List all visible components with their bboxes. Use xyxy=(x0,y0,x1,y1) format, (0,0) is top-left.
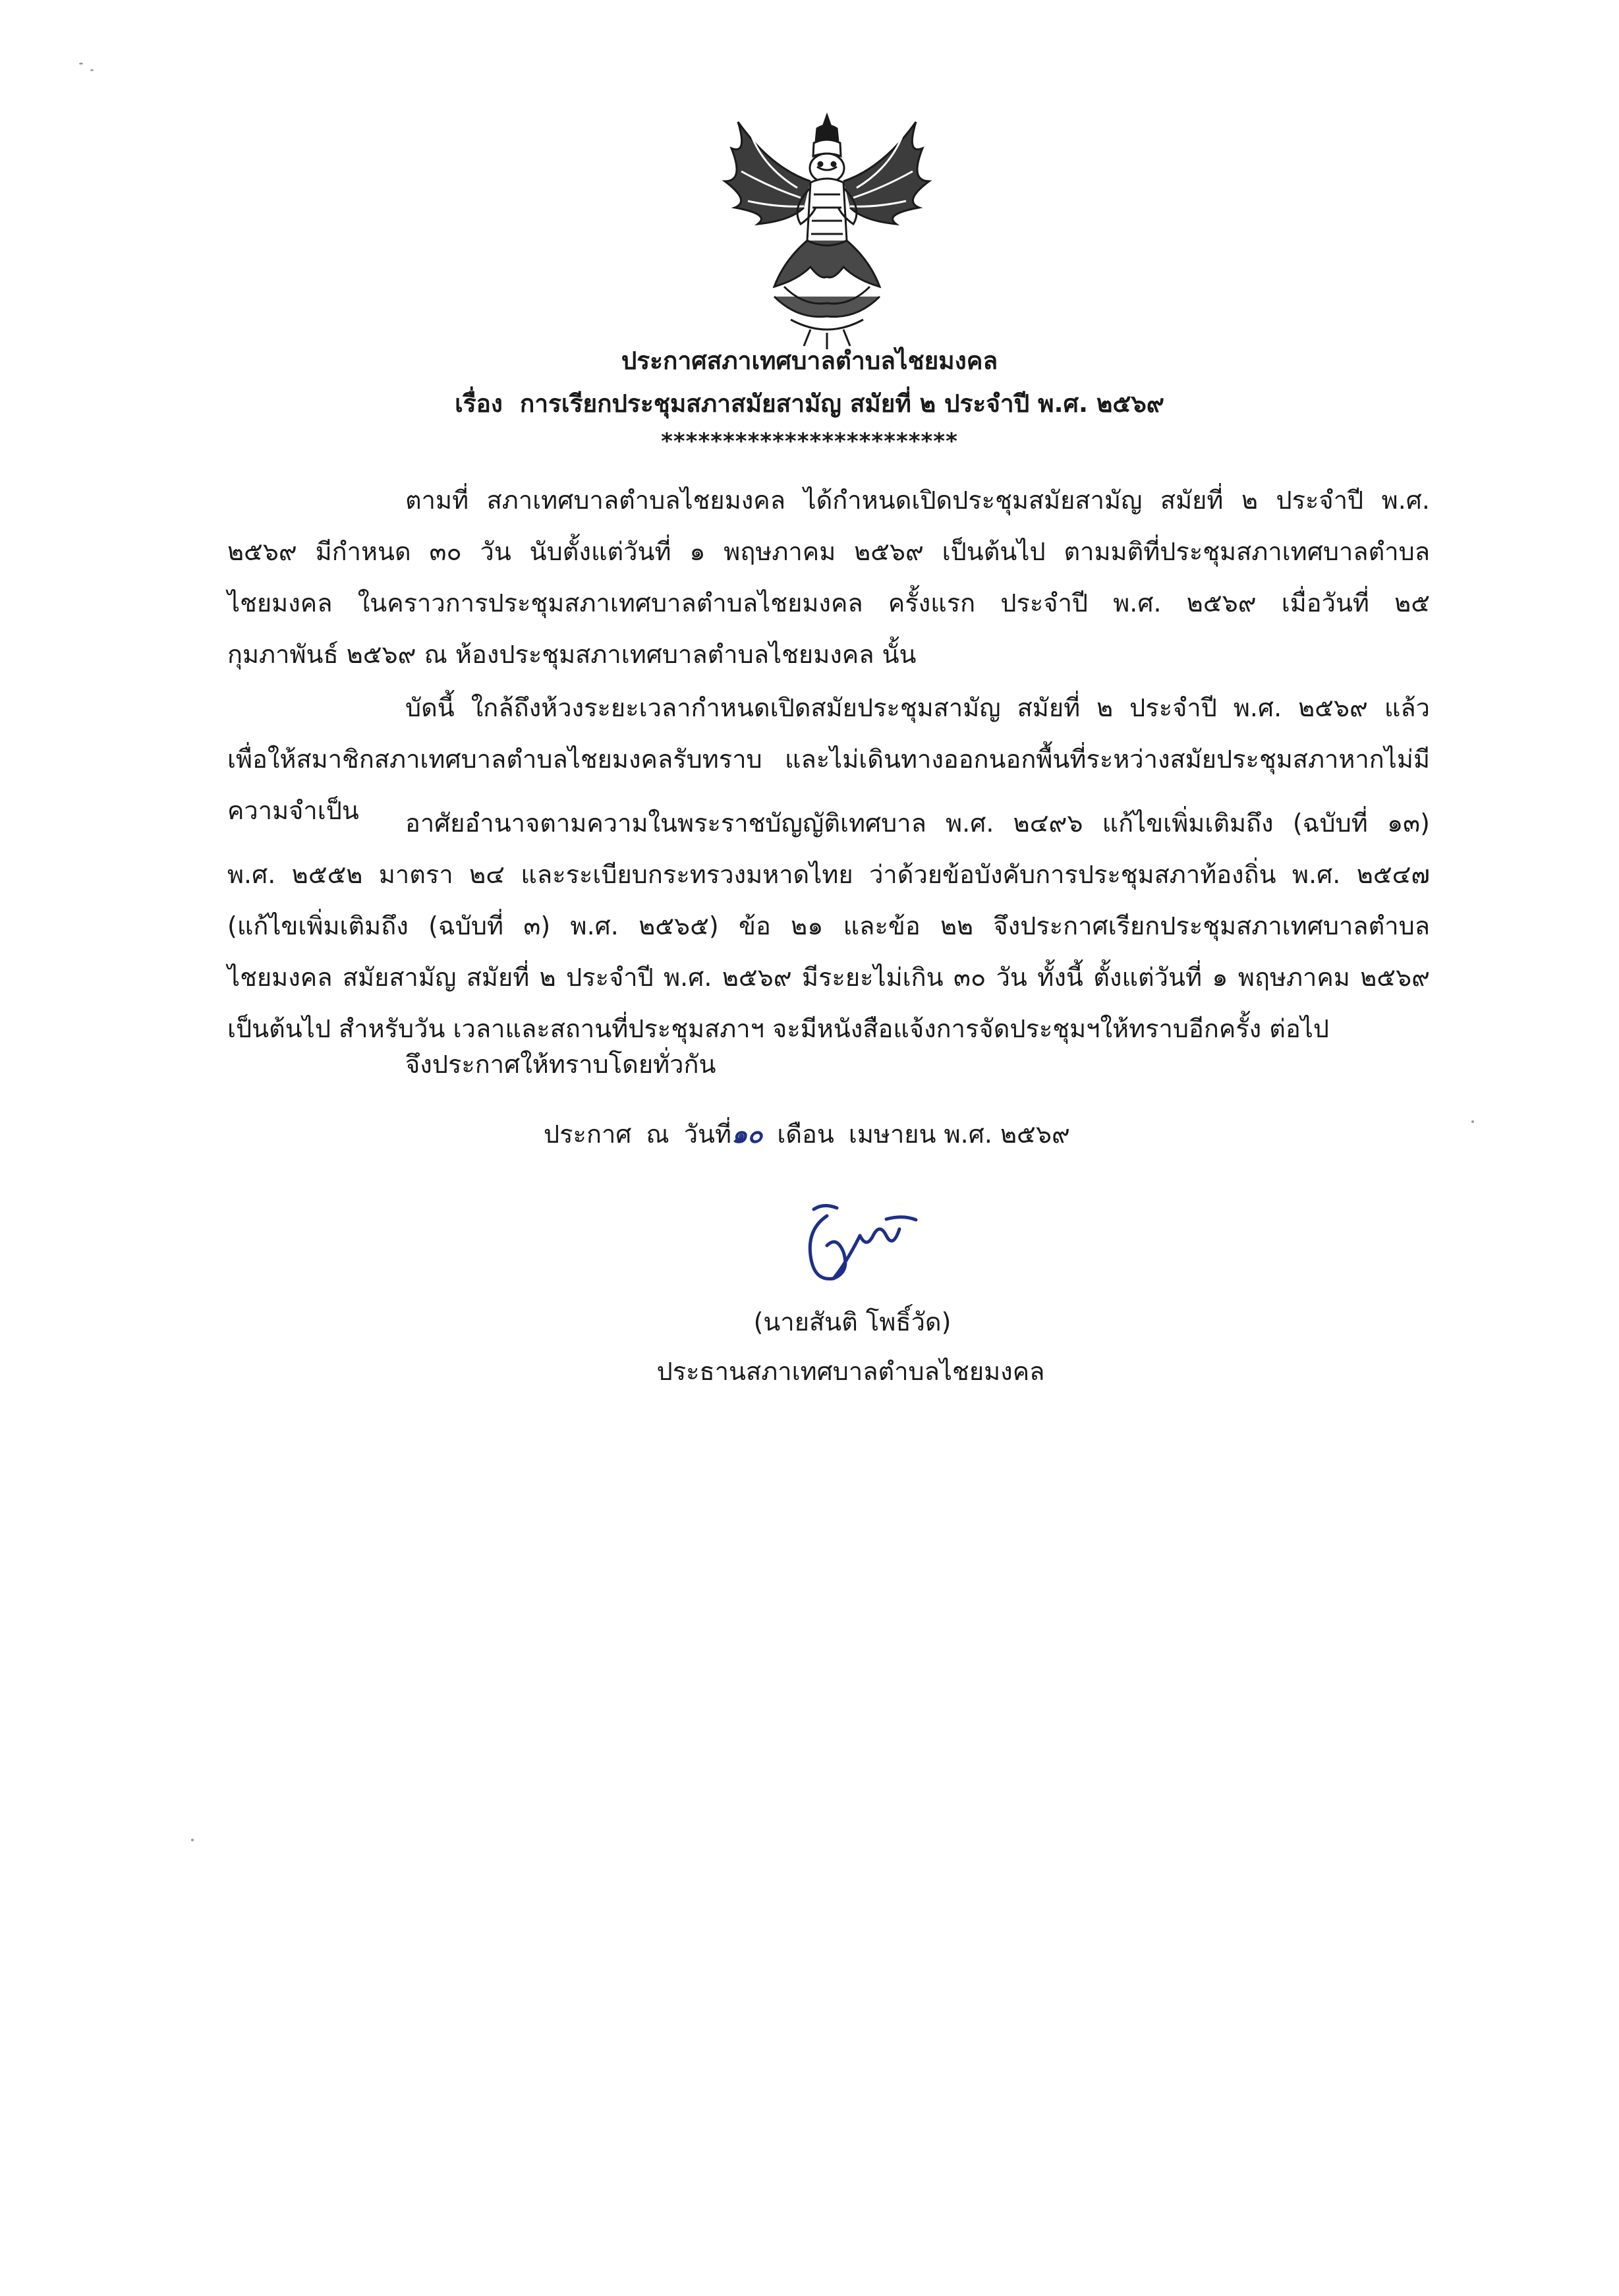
at-label: ณ xyxy=(646,1120,669,1149)
subject-label: เรื่อง xyxy=(455,389,503,418)
garuda-emblem-icon xyxy=(712,109,942,353)
scan-speck xyxy=(79,63,83,65)
paragraph-line: ไชยมงคล สมัยสามัญ สมัยที่ ๒ ประจำปี พ.ศ. ๒๕๖๙ มีระยะไม่เกิน ๓๐ วัน ทั้งนี้ ตั้งแต่วันที่ ๑ พฤษภาคม ๒๕๖๙ xyxy=(227,963,1430,992)
announcement-title: ประกาศสภาเทศบาลตำบลไชยมงคล xyxy=(621,347,998,375)
paragraph-line: อาศัยอำนาจตามความในพระราชบัญญัติเทศบาล พ.ศ. ๒๔๙๖ แก้ไขเพิ่มเติมถึง (ฉบับที่ ๑๓) xyxy=(405,809,1430,838)
paragraph-line: กุมภาพันธ์ ๒๕๖๙ ณ ห้องประชุมสภาเทศบาลตำบลไชยมงคล นั้น xyxy=(227,640,917,669)
paragraph-line: พ.ศ. ๒๕๕๒ มาตรา ๒๔ และระเบียบกระทรวงมหาดไทย ว่าด้วยข้อบังคับการประชุมสภาท้องถิ่น พ.ศ. ๒๕๔๗ xyxy=(227,860,1430,889)
paragraph-1 xyxy=(227,474,1430,680)
month-year: เมษายน พ.ศ. ๒๕๖๙ xyxy=(848,1120,1070,1149)
scan-speck xyxy=(90,69,94,71)
paragraph-line: ความจำเป็น xyxy=(227,796,359,825)
day-label: วันที่ xyxy=(683,1120,732,1149)
announced-label: ประกาศ xyxy=(544,1120,632,1149)
signer-name: (นายสันติ โพธิ์วัด) xyxy=(753,1307,952,1336)
scan-speck xyxy=(1471,1120,1474,1123)
closing-statement: จึงประกาศให้ทราบโดยทั่วกัน xyxy=(405,1050,716,1079)
signer-position: ประธานสภาเทศบาลตำบลไชยมงคล xyxy=(656,1357,1045,1386)
month-label: เดือน xyxy=(777,1120,834,1149)
signature-icon xyxy=(787,1196,946,1295)
paragraph-line: (แก้ไขเพิ่มเติมถึง (ฉบับที่ ๓) พ.ศ. ๒๕๖๕) ข้อ ๒๑ และข้อ ๒๒ จึงประกาศเรียกประชุมสภาเทศบาลตำบล xyxy=(227,911,1430,940)
paragraph-3 xyxy=(227,797,1430,1054)
paragraph-line: ไชยมงคล ในคราวการประชุมสภาเทศบาลตำบลไชยมงคล ครั้งแรก ประจำปี พ.ศ. ๒๕๖๙ เมื่อวันที่ ๒๕ xyxy=(227,588,1430,617)
paragraph-line: เพื่อให้สมาชิกสภาเทศบาลตำบลไชยมงคลรับทราบ และไม่เดินทางออกนอกพื้นที่ระหว่างสมัยประชุมสภาหากไม่มี xyxy=(227,745,1430,774)
paragraph-line: ตามที่ สภาเทศบาลตำบลไชยมงคล ได้กำหนดเปิดประชุมสมัยสามัญ สมัยที่ ๒ ประจำปี พ.ศ. xyxy=(405,486,1430,515)
announcement-subject xyxy=(0,384,1619,423)
day-value: ๑๐ xyxy=(731,1119,763,1149)
scan-speck xyxy=(191,1839,194,1841)
announcement-date xyxy=(544,1114,1070,1154)
paragraph-line: เป็นต้นไป สำหรับวัน เวลาและสถานที่ประชุมสภาฯ จะมีหนังสือแจ้งการจัดประชุมฯให้ทราบอีกครั้ง ต่อไป xyxy=(227,1014,1330,1043)
separator-line: ************************ xyxy=(661,428,958,455)
paragraph-line: ๒๕๖๙ มีกำหนด ๓๐ วัน นับตั้งแต่วันที่ ๑ พฤษภาคม ๒๕๖๙ เป็นต้นไป ตามมติที่ประชุมสภาเทศบาลตำบล xyxy=(227,537,1430,566)
paragraph-line: บัดนี้ ใกล้ถึงห้วงระยะเวลากำหนดเปิดสมัยประชุมสามัญ สมัยที่ ๒ ประจำปี พ.ศ. ๒๕๖๙ แล้ว xyxy=(405,693,1430,722)
subject-text: การเรียกประชุมสภาสมัยสามัญ สมัยที่ ๒ ประจำปี พ.ศ. ๒๕๖๙ xyxy=(519,389,1164,418)
